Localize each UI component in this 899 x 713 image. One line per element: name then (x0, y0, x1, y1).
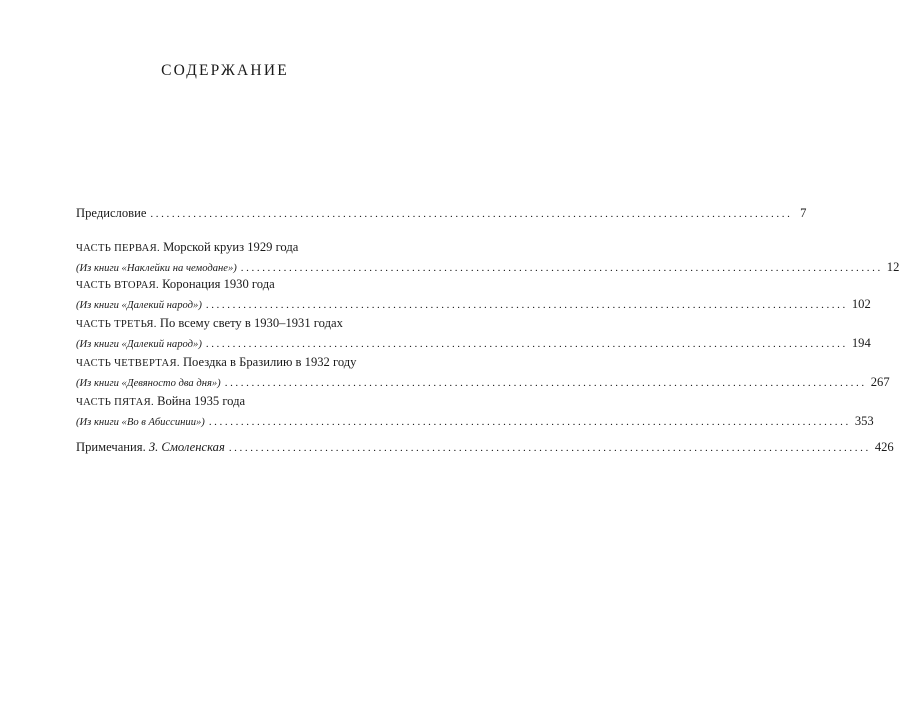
toc-source-note: (Из книги «Далекий народ») (76, 300, 202, 311)
dot-leader: ........................................................................................................................ (208, 416, 851, 428)
toc-source-note: (Из книги «Наклейки на чемодане») (76, 263, 237, 274)
dot-leader: ........................................................................................................................ (205, 299, 848, 311)
toc-page-number: 426 (874, 440, 894, 454)
toc-entry-part-3[interactable] (76, 315, 871, 353)
toc-page-number: 267 (870, 375, 890, 389)
toc-part-title: Поездка в Бразилию в 1932 году (182, 355, 357, 369)
toc-part-label: ЧАСТЬ ВТОРАЯ. (76, 280, 159, 291)
toc-entry-preface[interactable] (76, 205, 807, 222)
toc-entry-part-2[interactable] (76, 276, 871, 314)
dot-leader: ........................................................................................................................ (224, 377, 867, 389)
toc-notes-author: З. Смоленская (148, 440, 225, 454)
toc-entry-label: Примечания. (76, 440, 146, 454)
toc-part-title: Морской круиз 1929 года (163, 240, 299, 254)
toc-entry-part-5[interactable] (76, 393, 874, 431)
toc-page-number: 12 (886, 260, 899, 274)
toc-part-label: ЧАСТЬ ТРЕТЬЯ. (76, 319, 157, 330)
dot-leader: ........................................................................................................................ (228, 442, 871, 454)
toc-source-note: (Из книги «Девяносто два дня») (76, 378, 221, 389)
page-title: СОДЕРЖАНИЕ (161, 62, 289, 79)
toc-page-number: 353 (854, 414, 874, 428)
toc-source-note: (Из книги «Далекий народ») (76, 339, 202, 350)
toc-part-label: ЧАСТЬ ЧЕТВЕРТАЯ. (76, 358, 180, 369)
toc-part-title: Война 1935 года (157, 394, 246, 408)
dot-leader: ........................................................................................................................ (150, 208, 793, 220)
toc-part-title: По всему свету в 1930–1931 годах (159, 316, 343, 330)
toc-entry-part-4[interactable] (76, 354, 890, 392)
toc-part-title: Коронация 1930 года (162, 277, 275, 291)
toc-page-number: 194 (851, 336, 871, 350)
toc-entry-notes[interactable] (76, 439, 894, 456)
table-of-contents (76, 205, 899, 454)
toc-entry-part-1[interactable] (76, 239, 899, 277)
toc-page-number: 7 (800, 206, 807, 220)
dot-leader: ........................................................................................................................ (240, 262, 883, 274)
dot-leader: ........................................................................................................................ (205, 338, 848, 350)
toc-part-label: ЧАСТЬ ПЯТАЯ. (76, 397, 154, 408)
toc-part-label: ЧАСТЬ ПЕРВАЯ. (76, 243, 160, 254)
toc-source-note: (Из книги «Во в Абиссинии») (76, 417, 205, 428)
toc-entry-label: Предисловие (76, 206, 147, 220)
toc-page-number: 102 (851, 297, 871, 311)
